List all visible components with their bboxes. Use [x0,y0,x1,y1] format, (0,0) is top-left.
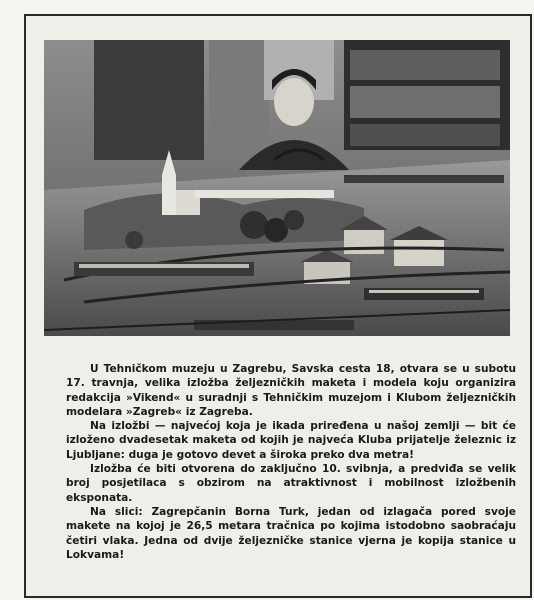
model-railway-photo [44,40,510,336]
article-paragraph: U Tehničkom muzeju u Zagrebu, Savska cesta 18, otvara se u subotu 17. travnja, velika izložba željezničkih maketa i modela koju organizira redakcija »Vikend« u suradnji s Tehničkim muzejom i Klubom željezničkih modelara »Zagreb« iz Zagreba. [66,363,516,418]
newspaper-clipping [24,14,532,598]
article-text [66,362,516,562]
article-paragraph: Na slici: Zagrepčanin Borna Turk, jedan od izlagača pored svoje makete na kojoj je 26,5 metara tračnica po kojima istodobno saobraćaju četiri vlaka. Jedna od dvije željezničke stanice vjerna je kopija stanice u Lokvama! [66,505,516,561]
article-paragraph: Na izložbi — najvećoj koja je ikada priređena u našoj zemlji — bit će izloženo dvadesetak maketa od kojih je najveća Kluba prijatelje železnic iz Ljubljane: duga je gotovo devet a široka preko dva metra! [66,420,516,461]
article-paragraph: Izložba će biti otvorena do zaključno 10. svibnja, a predviđa se velik broj posjetilaca s obzirom na atraktivnost i mobilnost izložbenih eksponata. [66,463,516,504]
